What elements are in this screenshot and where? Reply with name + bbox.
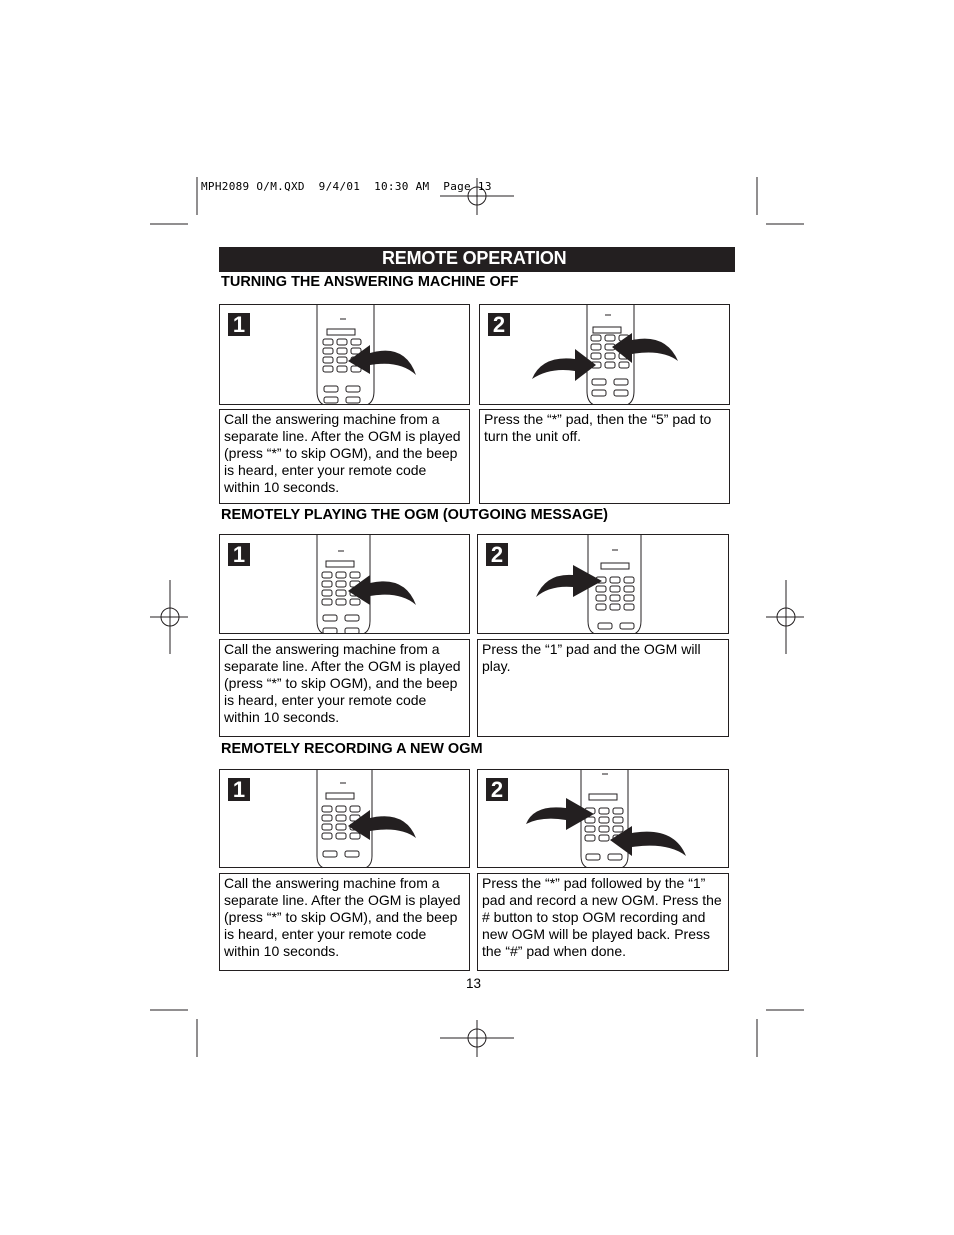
registration-mark-right [766, 580, 804, 654]
step-number-badge: 1 [228, 313, 250, 336]
phone-handset-icon [220, 535, 470, 634]
registration-mark-bottom [440, 1020, 514, 1057]
arrow-icon [536, 565, 602, 597]
step-2-illustration [479, 304, 730, 405]
step-1-caption: Call the answering machine from a separate line. After the OGM is played (press “*” to skip OGM), and the beep is heard, enter your remote code within 10 seconds. [219, 409, 470, 504]
step-number-badge: 2 [486, 543, 508, 566]
step-number-badge: 2 [488, 313, 510, 336]
page-title: REMOTE OPERATION [382, 248, 567, 268]
step-number-badge: 2 [486, 778, 508, 801]
phone-handset-icon [478, 535, 729, 634]
registration-mark-left [150, 580, 188, 654]
step-2-caption: Press the “*” pad, then the “5” pad to turn the unit off. [479, 409, 730, 504]
section-heading-record-ogm: REMOTELY RECORDING A NEW OGM [221, 741, 483, 757]
phone-handset-icon [220, 305, 470, 405]
step-number-badge: 1 [228, 543, 250, 566]
step-2-illustration [477, 534, 729, 634]
section-header [219, 247, 735, 272]
step-2-caption: Press the “*” pad followed by the “1” pad and record a new OGM. Press the # button to stop OGM recording and new OGM will be played back. Press the “#” pad when done. [477, 873, 729, 971]
print-slug: MPH2089 O/M.QXD 9/4/01 10:30 AM Page 13 [201, 180, 492, 193]
step-1-illustration [219, 534, 470, 634]
step-2-illustration [477, 769, 729, 868]
section-heading-play-ogm: REMOTELY PLAYING THE OGM (OUTGOING MESSAGE) [221, 507, 608, 523]
step-2-caption: Press the “1” pad and the OGM will play. [477, 639, 729, 737]
phone-handset-icon [480, 305, 730, 405]
phone-handset-icon [478, 770, 729, 868]
step-1-illustration [219, 304, 470, 405]
step-number-badge: 1 [228, 778, 250, 801]
step-1-caption: Call the answering machine from a separate line. After the OGM is played (press “*” to skip OGM), and the beep is heard, enter your remote code within 10 seconds. [219, 873, 470, 971]
step-1-illustration [219, 769, 470, 868]
step-1-caption: Call the answering machine from a separate line. After the OGM is played (press “*” to skip OGM), and the beep is heard, enter your remote code within 10 seconds. [219, 639, 470, 737]
phone-handset-icon [220, 770, 470, 868]
section-heading-turn-off: TURNING THE ANSWERING MACHINE OFF [221, 274, 519, 290]
page-number: 13 [466, 976, 482, 991]
